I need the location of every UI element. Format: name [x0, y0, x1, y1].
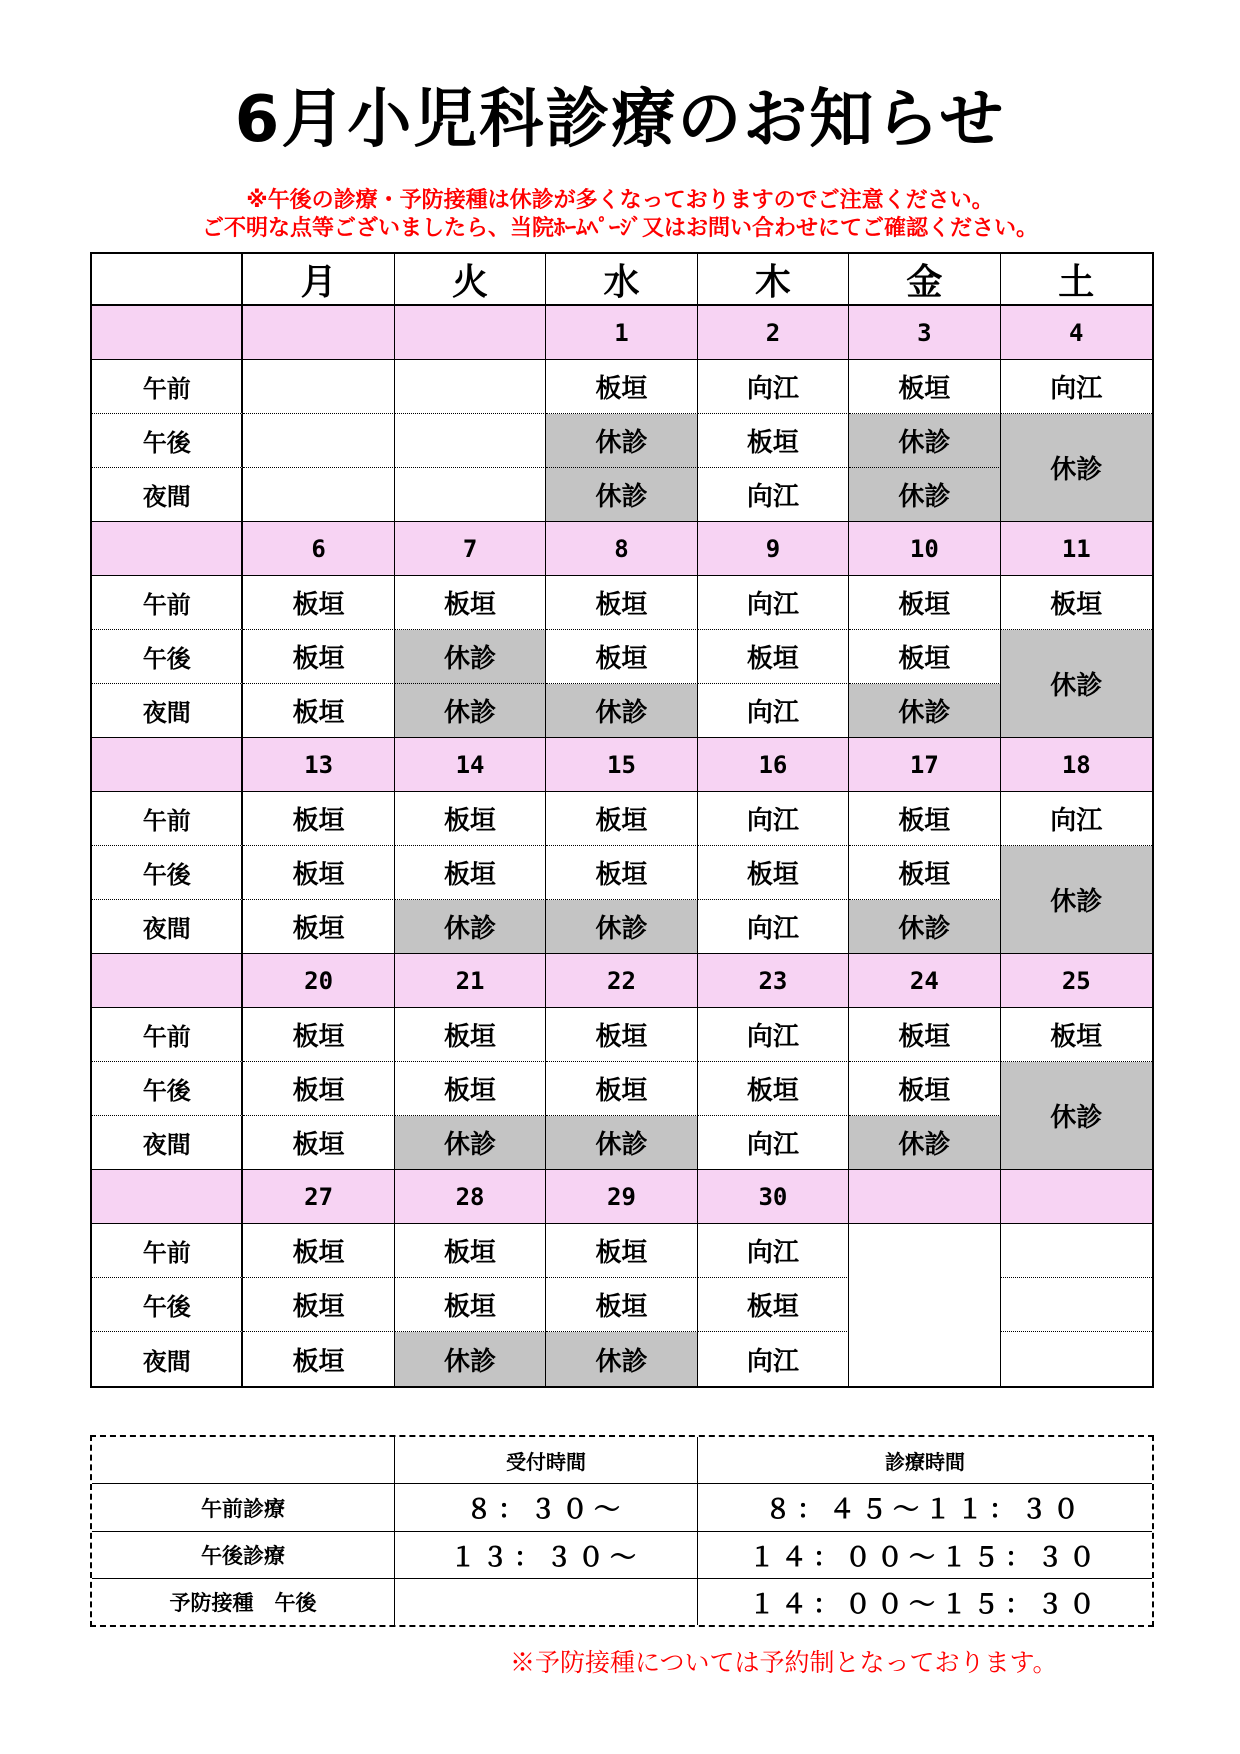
date-cell: [849, 1170, 1000, 1224]
empty-cell: [243, 414, 394, 468]
schedule-cell: 板垣: [395, 846, 546, 900]
schedule-cell: 板垣: [395, 1062, 546, 1116]
schedule-cell: 板垣: [546, 1224, 697, 1278]
schedule-cell: 板垣: [849, 576, 1000, 630]
schedule-cell: 板垣: [546, 1278, 697, 1332]
schedule-cell: 休診: [1001, 846, 1152, 954]
schedule-cell: 板垣: [849, 360, 1000, 414]
hours-consult-time: ８：４５～１１：３０: [698, 1484, 1152, 1532]
date-cell: 23: [698, 954, 849, 1008]
schedule-cell: 休診: [849, 684, 1000, 738]
hours-header-consult: 診療時間: [698, 1437, 1152, 1484]
hours-reception-time: ８：３０～: [395, 1484, 698, 1532]
date-cell: 9: [698, 522, 849, 576]
schedule-cell: 板垣: [1001, 1008, 1152, 1062]
schedule-cell: 板垣: [546, 792, 697, 846]
schedule-cell: 休診: [546, 1116, 697, 1170]
day-header: 土: [1001, 254, 1152, 306]
date-row-label: [92, 306, 243, 360]
date-cell: 29: [546, 1170, 697, 1224]
schedule-cell: 板垣: [1001, 576, 1152, 630]
schedule-cell: 板垣: [243, 792, 394, 846]
schedule-calendar: [90, 252, 1154, 1388]
schedule-cell: 板垣: [546, 846, 697, 900]
date-cell: 16: [698, 738, 849, 792]
day-header: 水: [546, 254, 697, 306]
schedule-cell: 向江: [698, 1332, 849, 1386]
schedule-cell: 休診: [395, 900, 546, 954]
schedule-cell: 板垣: [395, 1224, 546, 1278]
hours-consult-time: １４：００～１５：３０: [698, 1532, 1152, 1579]
schedule-cell: 板垣: [849, 630, 1000, 684]
date-cell: 7: [395, 522, 546, 576]
schedule-cell: 向江: [698, 792, 849, 846]
schedule-cell: 板垣: [849, 846, 1000, 900]
schedule-cell: 向江: [698, 684, 849, 738]
schedule-cell: 休診: [395, 1116, 546, 1170]
date-cell: 18: [1001, 738, 1152, 792]
schedule-cell: 板垣: [243, 1008, 394, 1062]
period-label: 夜間: [92, 468, 243, 522]
schedule-cell: 板垣: [546, 576, 697, 630]
schedule-cell: 休診: [546, 684, 697, 738]
day-header: 月: [243, 254, 394, 306]
day-header: 金: [849, 254, 1000, 306]
day-header: 木: [698, 254, 849, 306]
header-blank: [92, 254, 243, 306]
hours-table: [90, 1435, 1154, 1627]
period-label: 午前: [92, 576, 243, 630]
schedule-cell: 板垣: [546, 1008, 697, 1062]
hours-consult-time: １４：００～１５：３０: [748, 1589, 1101, 1620]
schedule-cell: 休診: [395, 1332, 546, 1386]
day-header: 火: [395, 254, 546, 306]
date-cell: 6: [243, 522, 394, 576]
hours-reception-time: １３：３０～: [395, 1532, 698, 1579]
schedule-cell: 板垣: [243, 1062, 394, 1116]
date-cell: 11: [1001, 522, 1152, 576]
date-cell: 24: [849, 954, 1000, 1008]
schedule-cell: 板垣: [243, 1278, 394, 1332]
period-label: 午前: [92, 1008, 243, 1062]
schedule-cell: 板垣: [698, 630, 849, 684]
schedule-cell: 休診: [849, 900, 1000, 954]
date-row-label: [92, 1170, 243, 1224]
reservation-footnote: ※予防接種については予約制となっております。: [510, 1648, 1058, 1677]
schedule-cell: 板垣: [546, 1062, 697, 1116]
date-cell: [243, 306, 394, 360]
empty-cell: [395, 414, 546, 468]
date-cell: 27: [243, 1170, 394, 1224]
date-cell: 28: [395, 1170, 546, 1224]
schedule-cell: 向江: [1001, 792, 1152, 846]
date-cell: 2: [698, 306, 849, 360]
schedule-cell: 板垣: [395, 576, 546, 630]
page-title: 6月小児科診療のお知らせ: [234, 83, 1006, 157]
period-label: 夜間: [92, 1332, 243, 1386]
schedule-cell: 板垣: [243, 684, 394, 738]
schedule-cell: 向江: [698, 1116, 849, 1170]
date-cell: 15: [546, 738, 697, 792]
empty-cell: [1001, 1278, 1152, 1332]
schedule-cell: 休診: [546, 468, 697, 522]
schedule-cell: 向江: [698, 468, 849, 522]
schedule-cell: 板垣: [546, 360, 697, 414]
schedule-cell: 向江: [698, 360, 849, 414]
schedule-cell: 休診: [1001, 630, 1152, 738]
schedule-cell: 板垣: [243, 576, 394, 630]
schedule-cell: 休診: [546, 1332, 697, 1386]
hours-header-reception: 受付時間: [395, 1437, 698, 1484]
date-cell: 3: [849, 306, 1000, 360]
empty-cell: [243, 468, 394, 522]
schedule-cell: 板垣: [546, 630, 697, 684]
schedule-cell: 板垣: [243, 1332, 394, 1386]
schedule-cell: 板垣: [849, 1008, 1000, 1062]
empty-cell: [395, 468, 546, 522]
schedule-cell: 休診: [1001, 1062, 1152, 1170]
period-label: 午後: [92, 1062, 243, 1116]
period-label: 夜間: [92, 900, 243, 954]
schedule-cell: 向江: [698, 900, 849, 954]
hours-header-blank: [92, 1437, 395, 1484]
period-label: 午後: [92, 630, 243, 684]
schedule-cell: 板垣: [243, 630, 394, 684]
date-row-label: [92, 738, 243, 792]
notice-line-2: ご不明な点等ございましたら、当院ﾎｰﾑﾍﾟｰｼﾞ又はお問い合わせにてご確認ください。: [201, 216, 1038, 241]
date-row-label: [92, 954, 243, 1008]
date-cell: 22: [546, 954, 697, 1008]
date-cell: 17: [849, 738, 1000, 792]
period-label: 夜間: [92, 684, 243, 738]
date-cell: 8: [546, 522, 697, 576]
schedule-cell: 板垣: [698, 846, 849, 900]
empty-cell: [849, 1224, 1000, 1386]
date-cell: [1001, 1170, 1152, 1224]
schedule-cell: 休診: [849, 1116, 1000, 1170]
period-label: 午前: [92, 1224, 243, 1278]
schedule-cell: 向江: [698, 1008, 849, 1062]
date-cell: 21: [395, 954, 546, 1008]
empty-cell: [243, 360, 394, 414]
schedule-cell: 板垣: [849, 1062, 1000, 1116]
schedule-cell: 休診: [546, 414, 697, 468]
schedule-cell: 板垣: [243, 900, 394, 954]
schedule-cell: 板垣: [395, 1278, 546, 1332]
schedule-cell: 休診: [1001, 414, 1152, 522]
schedule-cell: 板垣: [243, 1224, 394, 1278]
schedule-cell: 板垣: [698, 1062, 849, 1116]
hours-row-label: 午前診療: [92, 1484, 395, 1532]
empty-cell: [1001, 1224, 1152, 1278]
period-label: 午後: [92, 414, 243, 468]
period-label: 午前: [92, 360, 243, 414]
empty-cell: [395, 360, 546, 414]
period-label: 午後: [92, 846, 243, 900]
schedule-cell: 休診: [395, 630, 546, 684]
hours-row-label: 予防接種 午後: [92, 1579, 395, 1625]
date-cell: 10: [849, 522, 1000, 576]
empty-cell: [1001, 1332, 1152, 1386]
period-label: 午前: [92, 792, 243, 846]
date-cell: 4: [1001, 306, 1152, 360]
period-label: 午後: [92, 1278, 243, 1332]
schedule-cell: 休診: [546, 900, 697, 954]
date-row-label: [92, 522, 243, 576]
date-cell: 20: [243, 954, 394, 1008]
date-cell: 13: [243, 738, 394, 792]
schedule-cell: 向江: [698, 1224, 849, 1278]
schedule-cell: 休診: [395, 684, 546, 738]
schedule-cell: 板垣: [849, 792, 1000, 846]
schedule-cell: 向江: [1001, 360, 1152, 414]
schedule-cell: 休診: [849, 414, 1000, 468]
schedule-cell: 板垣: [243, 846, 394, 900]
schedule-cell: 向江: [698, 576, 849, 630]
schedule-cell: 板垣: [243, 1116, 394, 1170]
schedule-cell: 板垣: [698, 1278, 849, 1332]
schedule-cell: 板垣: [395, 1008, 546, 1062]
hours-reception-time: [395, 1579, 698, 1625]
schedule-cell: 板垣: [698, 414, 849, 468]
schedule-cell: 板垣: [395, 792, 546, 846]
notice-line-1: ※午後の診療・予防接種は休診が多くなっておりますのでご注意ください。: [246, 188, 994, 213]
schedule-cell: 休診: [849, 468, 1000, 522]
date-cell: 14: [395, 738, 546, 792]
date-cell: 25: [1001, 954, 1152, 1008]
hours-row-label: 午後診療: [92, 1532, 395, 1579]
date-cell: 30: [698, 1170, 849, 1224]
period-label: 夜間: [92, 1116, 243, 1170]
date-cell: 1: [546, 306, 697, 360]
date-cell: [395, 306, 546, 360]
